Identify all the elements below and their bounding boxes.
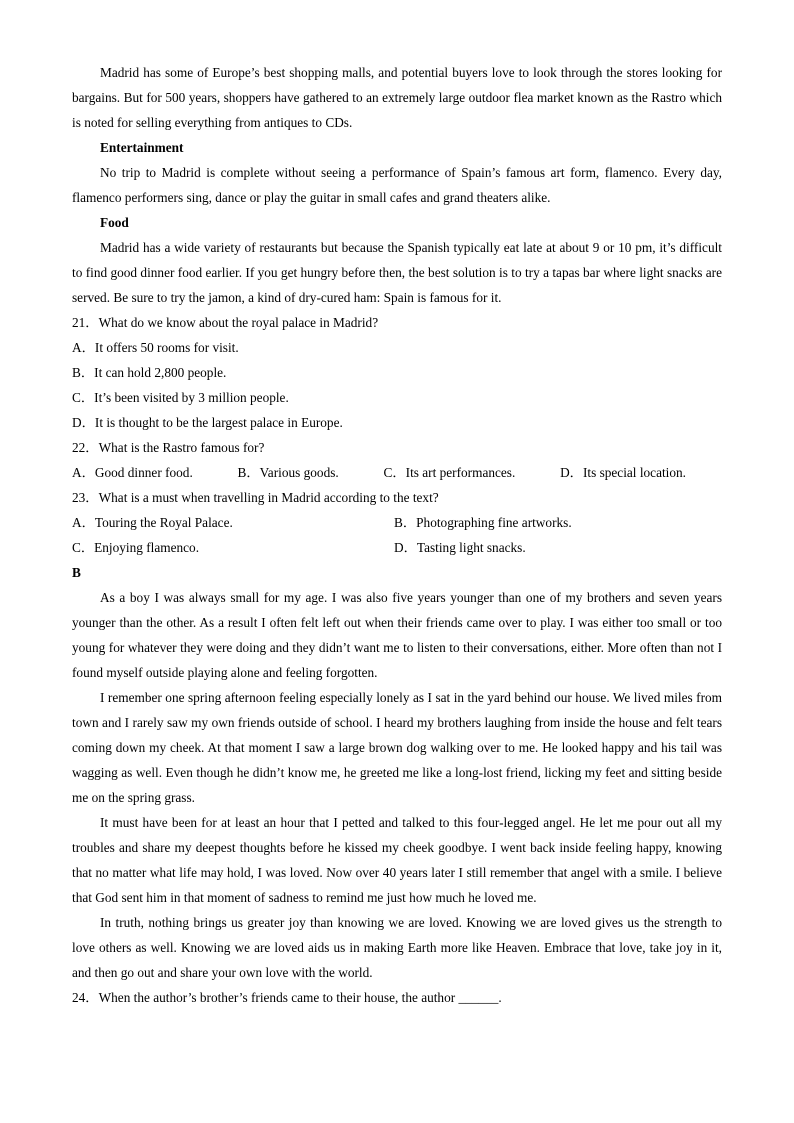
question-23-option-b: B．Photographing fine artworks. (394, 515, 572, 530)
passage-b-paragraph-4: In truth, nothing brings us greater joy than knowing we are loved. Knowing we are loved gives us the strength to love others as well. Knowing we are loved aids us in making Earth more like Heaven. Embrace that love, take joy in it, and then go out and share your own love with the world. (72, 915, 722, 980)
passage-b-paragraph-2: I remember one spring afternoon feeling especially lonely as I sat in the yard behind our house. We lived miles from town and I rarely saw my own friends outside of school. I heard my brothers laughing from inside the house and felt tears coming down my cheek. At that moment I saw a large brown dog walking over to me. He looked happy and his tail was wagging as well. Even though he didn’t know me, he greeted me like a long-lost friend, licking my feet and sitting beside me on the spring grass. (72, 690, 722, 805)
section-b-heading: B (72, 565, 81, 580)
question-23-options (72, 510, 722, 560)
question-23-option-d: D．Tasting light snacks. (394, 540, 526, 555)
question-23-stem: 23．What is a must when travelling in Madrid according to the text? (72, 490, 439, 505)
entertainment-paragraph: No trip to Madrid is complete without seeing a performance of Spain’s famous art form, flamenco. Every day, flamenco performers sing, dance or play the guitar in small cafes and grand theaters alike. (72, 165, 722, 205)
question-21-option-c: C．It’s been visited by 3 million people. (72, 390, 289, 405)
shopping-paragraph: Madrid has some of Europe’s best shopping malls, and potential buyers love to look through the stores looking for bargains. But for 500 years, shoppers have gathered to an extremely large outdoor flea market known as the Rastro which is noted for selling everything from antiques to CDs. (72, 65, 722, 130)
question-21-stem: 21．What do we know about the royal palace in Madrid? (72, 315, 379, 330)
question-22-option-a: A．Good dinner food. (72, 465, 193, 480)
question-23-option-a: A．Touring the Royal Palace. (72, 515, 233, 530)
entertainment-heading: Entertainment (100, 140, 184, 155)
food-heading: Food (100, 215, 129, 230)
question-22-stem: 22．What is the Rastro famous for? (72, 440, 265, 455)
question-22-option-d: D．Its special location. (560, 465, 686, 480)
question-24-stem: 24．When the author’s brother’s friends came to their house, the author ______. (72, 990, 502, 1005)
question-22-option-b: B．Various goods. (237, 465, 339, 480)
question-23-option-c: C．Enjoying flamenco. (72, 540, 200, 555)
question-21-option-d: D．It is thought to be the largest palace in Europe. (72, 415, 343, 430)
food-paragraph: Madrid has a wide variety of restaurants but because the Spanish typically eat late at about 9 or 10 pm, it’s difficult to find good dinner food earlier. If you get hungry before then, the best solution is to try a tapas bar where light snacks are served. Be sure to try the jamon, a kind of dry-cured ham: Spain is famous for it. (72, 240, 722, 305)
exam-page (72, 60, 722, 1010)
question-21-option-a: A．It offers 50 rooms for visit. (72, 340, 239, 355)
question-22-option-c: C．Its art performances. (383, 465, 516, 480)
question-21-option-b: B．It can hold 2,800 people. (72, 365, 227, 380)
passage-b-paragraph-1: As a boy I was always small for my age. I was also five years younger than one of my brothers and seven years younger than the other. As a result I often felt left out when their friends came over to play. I was either too small or too young for whatever they were doing and they didn’t want me to listen to their conversations, either. More often than not I found myself outside playing alone and feeling forgotten. (72, 590, 722, 680)
passage-b-paragraph-3: It must have been for at least an hour that I petted and talked to this four-legged angel. He let me pour out all my troubles and share my deepest thoughts before he kissed my cheek goodbye. I went back inside feeling happy, knowing that no matter what life may hold, I was loved. Now over 40 years later I still remember that angel with a smile. I believe that God sent him in that moment of sadness to remind me just how much he loved me. (72, 815, 722, 905)
question-22-options (72, 460, 722, 485)
